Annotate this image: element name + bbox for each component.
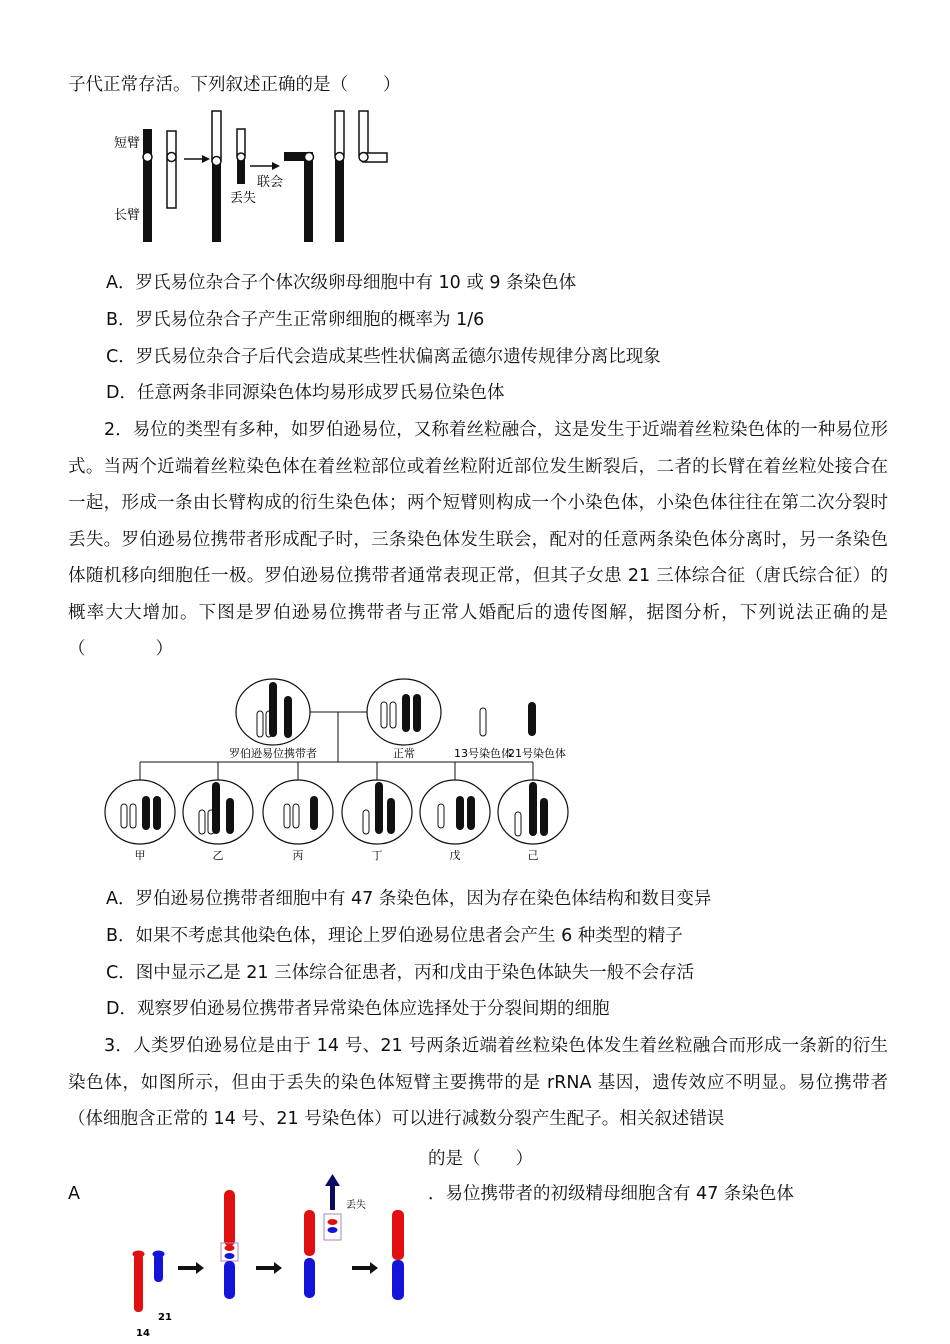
q1-figure: [100, 104, 400, 249]
q3-stem: 3．人类罗伯逊易位是由于 14 号、21 号两条近端着丝粒染色体发生着丝粒融合而形成一条新的衍生染色体，如图所示，但由于丢失的染色体短臂主要携带的是 rRNA 基因，遗传效应不明显。易位携带者（体细胞含正常的 14 号、21 号染色体）可以进行减数分裂产生配子。相关叙述错误: [68, 1036, 888, 1129]
arrow-icon: [272, 162, 280, 170]
q2-option-a: A．罗伯逊易位携带者细胞中有 47 条染色体，因为存在染色体结构和数目变异: [106, 889, 712, 909]
derived-chromosome: [392, 1260, 404, 1300]
chromosome-fused-3: [212, 161, 221, 242]
q1-stem-tail: 子代正常存活。下列叙述正确的是（ ）: [68, 75, 401, 95]
arrow-icon: [370, 1262, 378, 1274]
chromosome-21: [154, 1254, 163, 1282]
short-arm-label: 短臂: [114, 136, 141, 151]
child-label-jia: 甲: [134, 849, 146, 862]
q2-stem: 2．易位的类型有多种，如罗伯逊易位，又称着丝粒融合，这是发生于近端着丝粒染色体的一种易位形式。当两个近端着丝粒染色体在着丝粒部位或着丝粒附近部位发生断裂后，二者的长臂在着丝粒处接合在一起，形成一条由长臂构成的衍生染色体；两个短臂则构成一个小染色体，小染色体往往在第二次分裂时丢失。罗伯逊易位携带者形成配子时，三条染色体发生联会，配对的任意两条染色体分离时，另一条染色体随机移向细胞任一极。罗伯逊易位携带者通常表现正常，但其子女患 21 三体综合征（唐氏综合征）的概率大大增加。下图是罗伯逊易位携带者与正常人婚配后的遗传图解，据图分析，下列说法正确的是（ ）: [68, 420, 888, 659]
child-cell-jia: [105, 780, 175, 844]
child-label-yi: 乙: [212, 849, 224, 862]
chromosome-long-1: [143, 129, 152, 242]
synapsis-label: 联会: [257, 175, 284, 190]
child-cell-wu: [420, 780, 490, 844]
arrow-icon: [274, 1262, 282, 1274]
chromosome-bent-5: [304, 152, 313, 242]
label-14: 14: [136, 1328, 150, 1339]
lost-label-2: 丢失: [346, 1200, 366, 1211]
child-label-ding: 丁: [371, 849, 383, 862]
lost-arrow-icon: [325, 1174, 340, 1186]
child-label-wu: 戊: [449, 849, 461, 862]
legend-21-label: 21号染色体: [508, 747, 566, 760]
chromosome-14: [134, 1254, 143, 1312]
q2-figure: [100, 674, 590, 874]
parent2-label: 正常: [393, 747, 415, 760]
chromosome-long-6: [335, 158, 344, 242]
q2-option-b: B．如果不考虑其他染色体，理论上罗伯逊易位患者会产生 6 种类型的精子: [106, 926, 683, 946]
q3-stem-end: 的是（ ）: [428, 1149, 533, 1169]
lost-label: 丢失: [230, 191, 257, 206]
parent1-label: 罗伯逊易位携带者: [229, 747, 317, 760]
arrow-icon: [196, 1262, 204, 1274]
q1-option-a: A．罗氏易位杂合子个体次级卵母细胞中有 10 或 9 条染色体: [106, 273, 577, 293]
long-arm-label: 长臂: [114, 208, 141, 223]
q1-option-c: C．罗氏易位杂合子后代会造成某些性状偏离孟德尔遗传规律分离比现象: [106, 347, 661, 367]
label-21: 21: [158, 1312, 172, 1323]
q3-figure: [120, 1170, 420, 1340]
q2-option-d: D．观察罗伯逊易位携带者异常染色体应选择处于分裂间期的细胞: [106, 999, 610, 1019]
chromosome-hollow-2: [167, 131, 176, 208]
q3-option-a-text: ．易位携带者的初级精母细胞含有 47 条染色体: [428, 1184, 794, 1204]
child-label-bing: 丙: [292, 849, 304, 862]
q1-option-d: D．任意两条非同源染色体均易形成罗氏易位染色体: [106, 383, 505, 403]
chromosome-small-4: [237, 159, 245, 184]
q2-option-c: C．图中显示乙是 21 三体综合征患者，丙和戊由于染色体缺失一般不会存活: [106, 963, 695, 983]
child-label-ji: 己: [527, 849, 539, 862]
q3-option-a-letter: A: [68, 1184, 80, 1204]
arrow-icon: [202, 155, 210, 163]
legend-13-label: 13号染色体: [454, 747, 512, 760]
q1-option-b: B．罗氏易位杂合子产生正常卵细胞的概率为 1/6: [106, 310, 485, 330]
